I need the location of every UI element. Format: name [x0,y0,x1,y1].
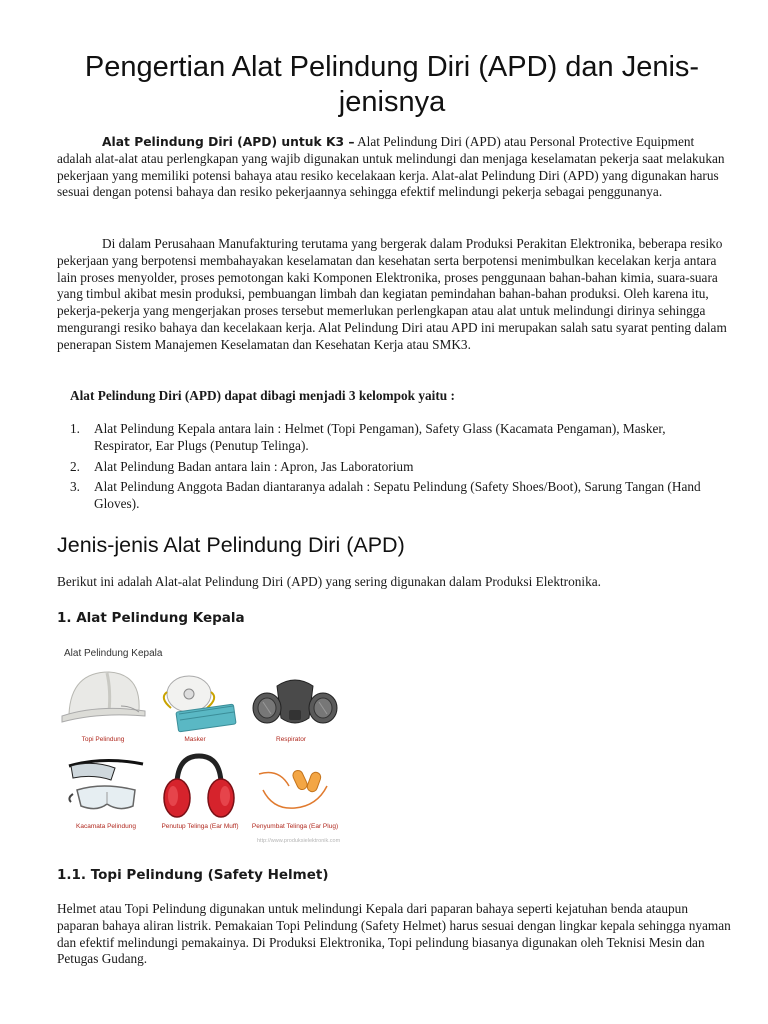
list-item: 1. Alat Pelindung Kepala antara lain : Helmet (Topi Pengaman), Safety Glass (Kacamata Pengaman), Masker, Respirator, Ear Plugs (Penutup Telinga). [70,421,666,453]
list-item: 2. Alat Pelindung Badan antara lain : Apron, Jas Laboratorium [70,458,414,474]
caption-mask: Masker [184,736,206,743]
head-protection-figure [57,642,347,850]
figure-title: Alat Pelindung Kepala [64,648,163,659]
safety-helmet-paragraph: Helmet atau Topi Pelindung digunakan untuk melindungi Kepala dari paparan bahaya seperti kejatuhan benda ataupun paparan bahaya aliran listrik. Pemakaian Topi Pelindung (Safety Helmet) harus sesuai dengan lingkar kepala sehingga nyaman dan efektif melindungi pemakainya. Di Produksi Elektronika, Topi pelindung biasanya digunakan oleh Teknisi Mesin dan Petugas Gudang. [57,901,731,967]
caption-goggles: Kacamata Pelindung [76,823,136,830]
caption-ear-plug: Penyumbat Telinga (Ear Plug) [251,823,339,830]
mask-image [153,668,245,734]
paragraph-manufacturing-text: Di dalam Perusahaan Manufakturing terutama yang bergerak dalam Produksi Perakitan Elektronika, beberapa resiko pekerjaan yang berpotensi membahayakan keselamatan dan kesehatan serta berpotensi menimbulkan kecelakan kerja antara lain proses menyolder, proses pemotongan kaki Komponen Elektronika, proses penggunaan bahan-bahan kimia, suara-suara yang timbul akibat mesin produksi, pembuangan limbah dan kegiatan pemindahan bahan-bahan produksi. Oleh karena itu, pekerja-pekerja yang mengerjakan proses tersebut memerlukan perlengkapan atau alat untuk melindungi dirinya sehingga mengurangi resiko bahaya dan kecelakaan kerja. Alat Pelindung Diri atau APD ini merupakan salah satu syarat penting dalam penerapan Sistem Manajemen Keselamatan dan Kesehatan Kerja atau SMK3. [57,236,727,352]
caption-helmet: Topi Pelindung [81,736,125,743]
subsection-heading-safety-helmet: 1.1. Topi Pelindung (Safety Helmet) [57,867,329,883]
helmet-image [59,664,149,730]
groups-lead: Alat Pelindung Diri (APD) dapat dibagi menjadi 3 kelompok yaitu : [70,388,455,403]
figure-watermark: http://www.produksielektronik.com [257,838,341,844]
intro-paragraph [57,134,731,201]
intro-bold: Alat Pelindung Diri (APD) untuk K3 – [102,135,355,149]
subsection-heading-head-protection: 1. Alat Pelindung Kepala [57,610,245,626]
intro-text: Alat Pelindung Diri (APD) atau Personal Protective Equipment adalah alat-alat atau perlengkapan yang wajib digunakan untuk melindungi dan menjaga keselamatan pekerja saat melakukan pekerjaan yang memiliki potensi bahaya atau resiko kecelakaan kerja. Alat-alat Pelindung Diri (APD) yang digunakan harus sesuai dengan potensi bahaya dan resiko pekerjaannya sehingga efektif melindungi pekerja sebagai penggunanya. [57,134,725,200]
section-heading: Jenis-jenis Alat Pelindung Diri (APD) [57,533,405,557]
list-item: 3. Alat Pelindung Anggota Badan diantaranya adalah : Sepatu Pelindung (Safety Shoes/Boot), Sarung Tangan (Hand Gloves). [70,479,701,512]
groups-list [57,421,727,517]
respirator-image [249,672,341,734]
section-intro: Berikut ini adalah Alat-alat Pelindung Diri (APD) yang sering digunakan dalam Produksi Elektronika. [57,574,601,589]
ear-muff-image [161,752,237,822]
page-title: Pengertian Alat Pelindung Diri (APD) dan Jenis-jenisnya [84,51,700,118]
caption-ear-muff: Penutup Telinga (Ear Muff) [161,823,239,830]
caption-respirator: Respirator [276,736,306,743]
ear-plug-image [253,760,337,816]
goggles-image [63,754,149,818]
paragraph-manufacturing [57,236,731,354]
